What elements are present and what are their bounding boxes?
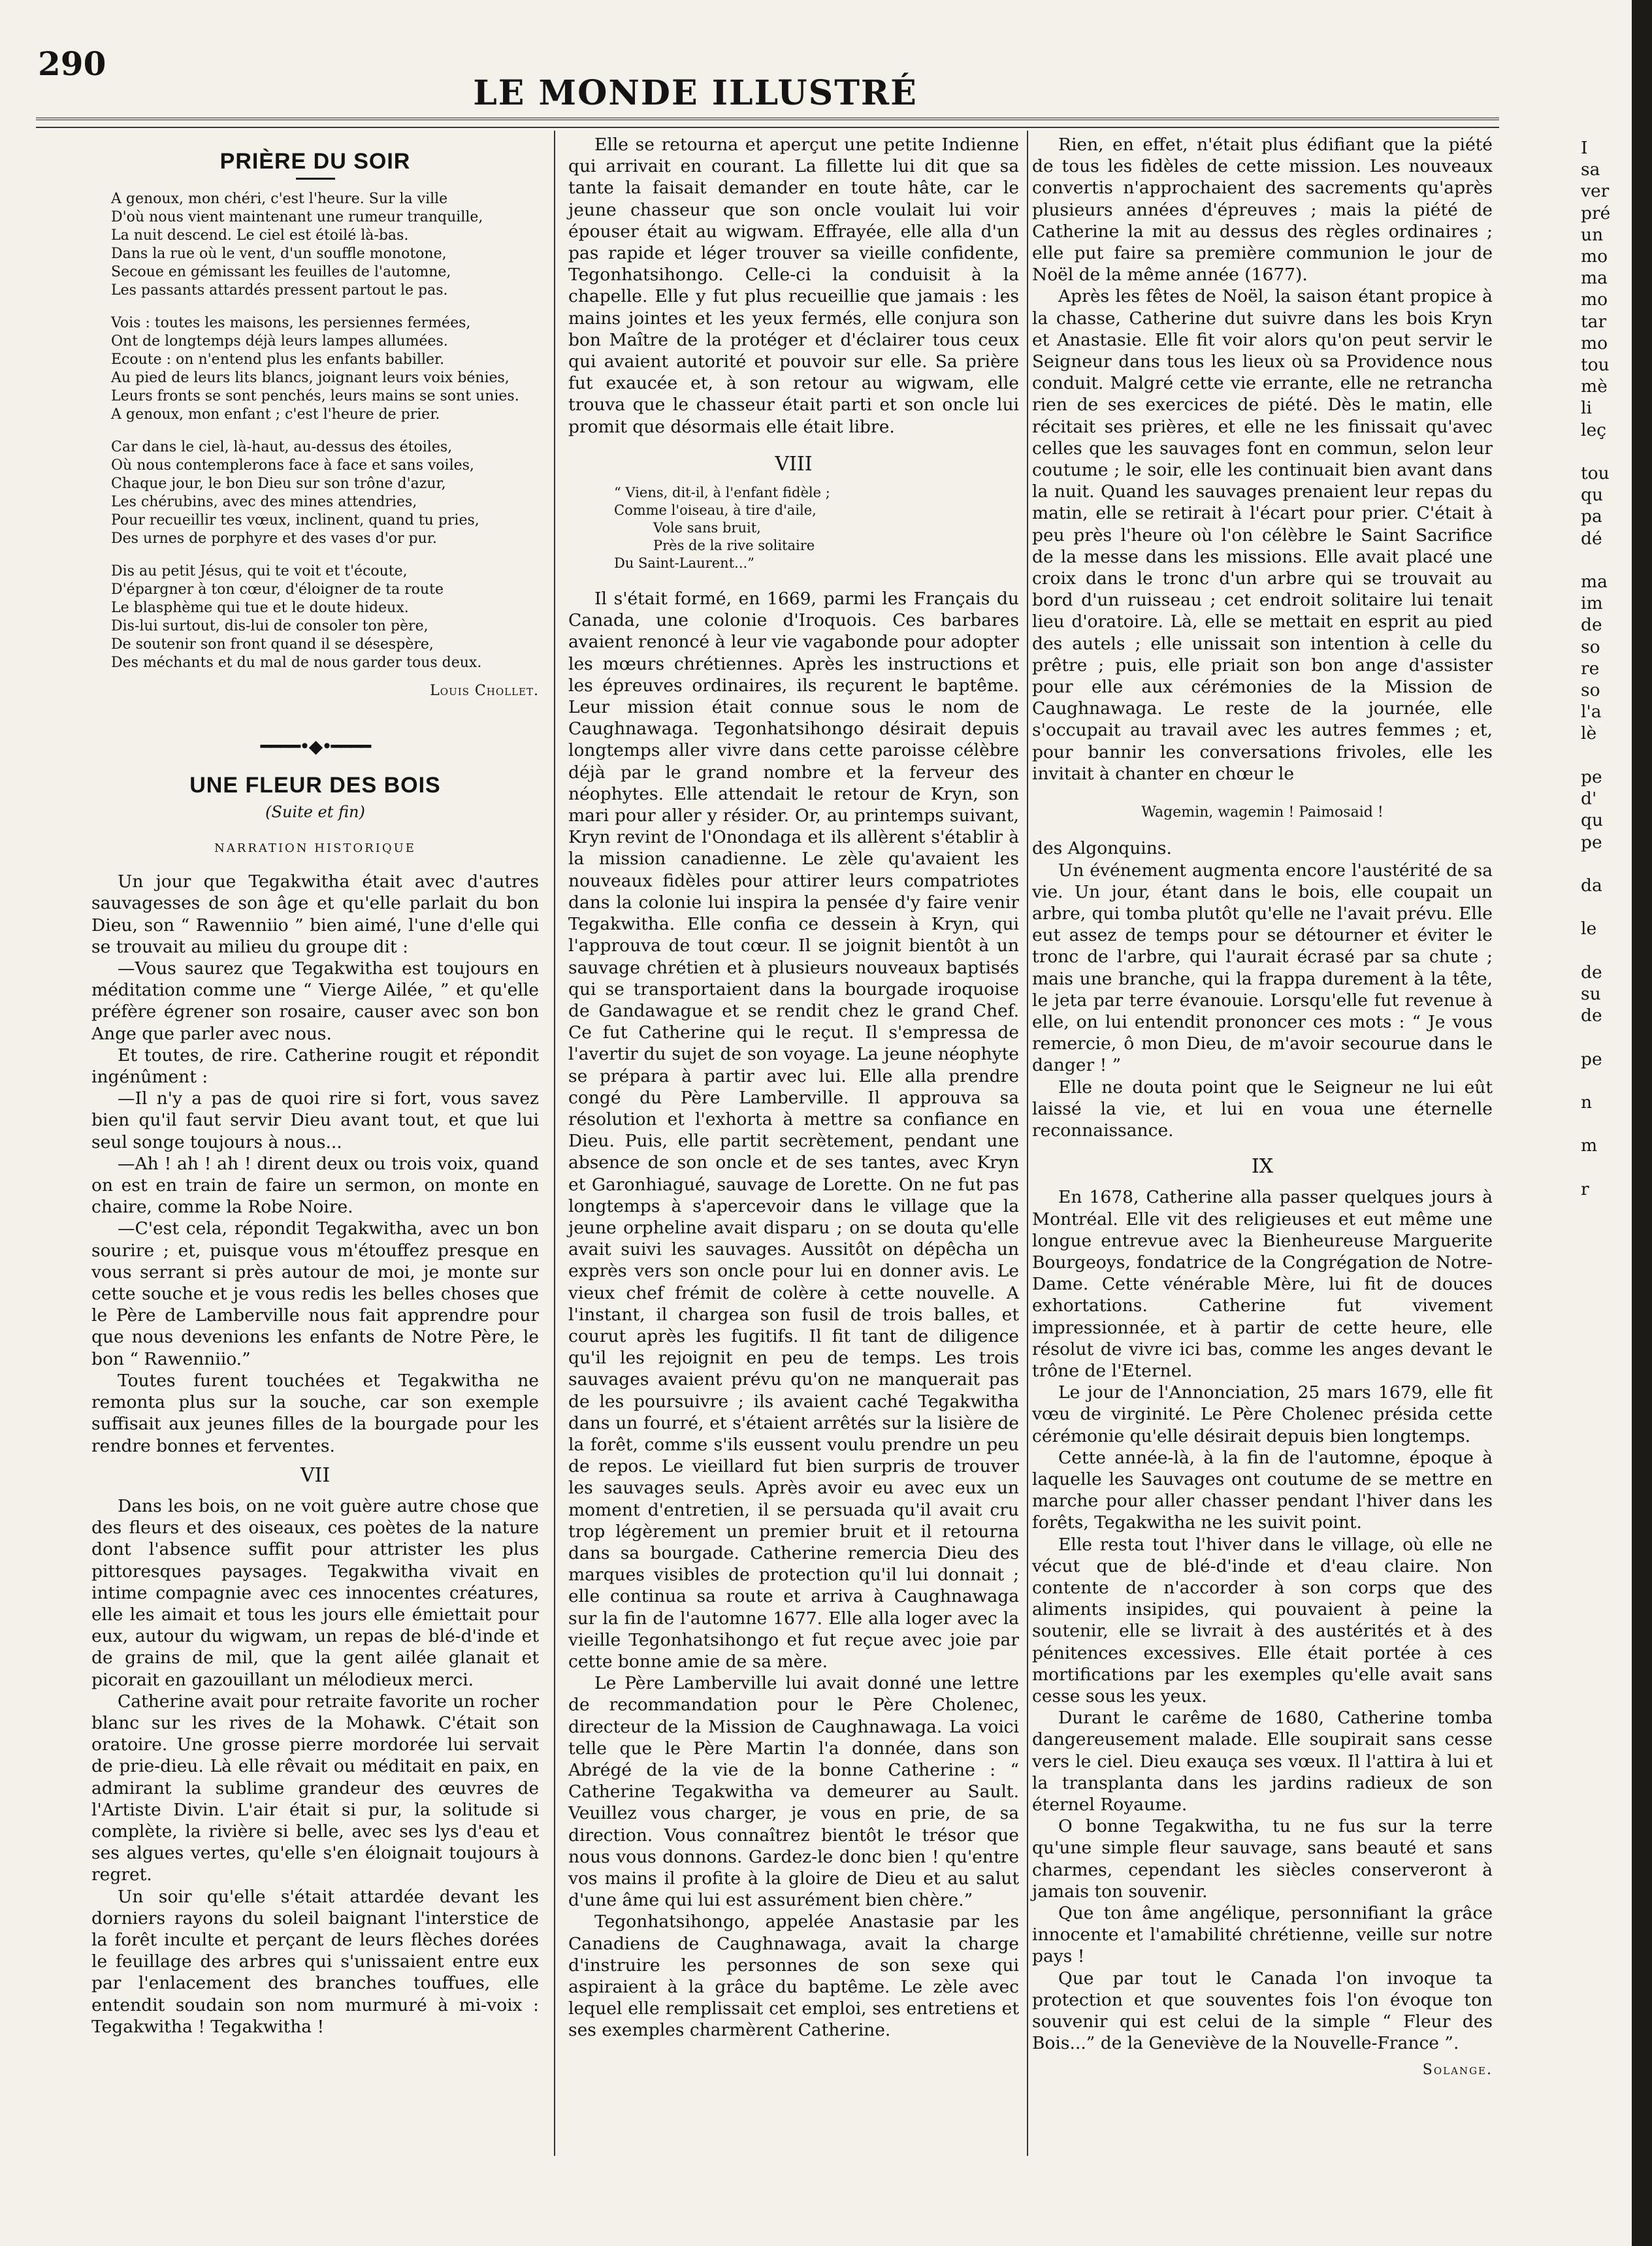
paragraph: Elle resta tout l'hiver dans le village, où elle ne vécut que de blé-d'inde et d'eau claire. Non contente de n'accorder à son corps que des aliments insipides, qui pouvaient à peine la soutenir, elle se livrait à des austérités et à des pénitences excessives. Elle était portée à ces mortifications par les exemples qu'elle avait sans cesse sous les yeux. — [1032, 1534, 1493, 1707]
paragraph: Elle ne douta point que le Seigneur ne lui eût laissé la vie, et lui en voua une éternelle reconnaissance. — [1032, 1077, 1493, 1141]
paragraph: Catherine avait pour retraite favorite un rocher blanc sur les rives de la Mohawk. C'était son oratoire. Une grosse pierre mordorée lui servait de prie-dieu. Là elle rêvait ou méditait en paix, en admirant la sublime grandeur des œuvres de l'Artiste Divin. L'air était si pur, la solitude si complète, la rivière si belle, avec ses lys d'eau et ses algues vertes, qu'elle s'en éloignait toujours à regret. — [91, 1691, 539, 1885]
bleed-fragment: ma — [1581, 268, 1608, 289]
bleed-fragment: un — [1581, 224, 1604, 245]
verse-line: “ Viens, dit-il, à l'enfant fidèle ; — [614, 485, 830, 501]
poem-line: La nuit descend. Le ciel est étoilé là-bas. — [111, 227, 409, 244]
poem-line: Des urnes de porphyre et des vases d'or pur. — [111, 530, 437, 547]
section-heading-ix: IX — [1251, 1155, 1274, 1179]
bleed-fragment: qu — [1581, 810, 1604, 831]
column-2-paragraphs-b — [568, 588, 1019, 2042]
paragraph: Le Père Lamberville lui avait donné une lettre de recommandation pour le Père Cholenec, directeur de la Mission de Caughnawaga. La voici telle que le Père Martin l'a donnée, dans son Abrégé de la vie de la bonne Catherine : “ Catherine Tegakwitha va demeurer au Sault. Veuillez vous charger, je vous en prie, de sa direction. Vous connaîtrez bientôt le trésor que nous vous donnons. Gardez-le donc bien ! qu'entre vos mains il profite à la gloire de Dieu et au salut d'une âme qui lui est assurément bien chère.” — [568, 1673, 1019, 1911]
poem-line: Où nous contemplerons face à face et sans voiles, — [111, 457, 474, 474]
title-rule — [296, 178, 335, 180]
poem-line: Chaque jour, le bon Dieu sur son trône d'azur, — [111, 476, 446, 493]
column-2-paragraphs — [568, 134, 1019, 438]
bleed-fragment: mo — [1581, 333, 1608, 353]
paragraph: Elle se retourna et aperçut une petite Indienne qui arrivait en courant. La fillette lui dit que sa tante la faisait demander en toute hâte, car le jeune chasseur que son oncle voulait lui voir épouser était au wigwam. Effrayée, elle alla d'un pas rapide et léger trouver sa vieille confidente, Tegonhatsihongo. Celle-ci la conduisit à la chapelle. Elle y fut plus recueillie que jamais : les mains jointes et les yeux fermés, elle conjura son bon Maître de la protéger et d'éclairer tous ceux qui avaient autorité et pouvoir sur elle. Sa prière fut exaucée et, à son retour au wigwam, elle trouva que le chasseur était parti et son oncle lui promit que désormais elle était libre. — [568, 135, 1019, 437]
paragraph: Toutes furent touchées et Tegakwitha ne remonta plus sur la souche, car son exemple suffisait aux jeunes filles de la bourgade pour les rendre bonnes et ferventes. — [91, 1370, 539, 1456]
article-kicker: NARRATION HISTORIQUE — [214, 841, 416, 856]
bleed-fragment — [1581, 896, 1633, 918]
column-1-paragraphs — [91, 871, 539, 1456]
bleed-fragment: lè — [1581, 723, 1597, 744]
bleed-fragment: pe — [1581, 766, 1602, 787]
poem-line: D'où nous vient maintenant une rumeur tranquille, — [111, 209, 483, 226]
paragraph: —Ah ! ah ! ah ! dirent deux ou trois voix, quand on est en train de faire un sermon, on monte en chaire, comme la Robe Noire. — [91, 1153, 539, 1218]
bleed-fragment: de — [1581, 962, 1602, 983]
bleed-fragment: su — [1581, 983, 1601, 1004]
paragraph: En 1678, Catherine alla passer quelques jours à Montréal. Elle vit des religieuses et eut même une longue entrevue avec la Bienheureuse Marguerite Bourgeoys, fondatrice de la Congrégation de Notre-Dame. Cette vénérable Mère, lui fit de douces exhortations. Catherine fut vivement impressionnée, et à partir de cette heure, elle résolut de vivre ici bas, comme les anges devant le trône de l'Eternel. — [1032, 1187, 1493, 1381]
poem-line: Les passants attardés pressent partout le pas. — [111, 282, 448, 299]
article-subtitle: (Suite et fin) — [265, 802, 365, 821]
paragraph: Que ton âme angélique, personnifiant la grâce innocente et l'amabilité chrétienne, veille sur notre pays ! — [1032, 1903, 1493, 1967]
poem-line: Pour recueillir tes vœux, inclinent, quand tu pries, — [111, 512, 479, 529]
poem-stanza — [111, 190, 539, 300]
paragraph: Rien, en effet, n'était plus édifiant que la piété de tous les fidèles de cette mission. Les nouveaux convertis n'approchaient des sacrements qu'après plusieurs années d'épreuves ; mais la piété de Catherine la mit au dessus des règles ordinaires ; elle put faire sa première communion le jour de Noël de la même année (1677). — [1032, 135, 1493, 285]
bleed-fragment: so — [1581, 680, 1600, 701]
poem-line: Les chérubins, avec des mines attendries, — [111, 494, 417, 511]
bleed-fragment: im — [1581, 593, 1603, 614]
poem-stanza — [111, 314, 539, 424]
column-1-paragraphs-b — [91, 1495, 539, 2038]
bleed-fragment: pré — [1581, 203, 1611, 223]
poem-stanza — [111, 438, 539, 548]
column-3-paragraphs — [1032, 134, 1493, 785]
poem-line: Dis-lui surtout, dis-lui de consoler ton père, — [111, 618, 429, 635]
poem-line: Leurs fronts se sont penchés, leurs mains se sont unies. — [111, 388, 519, 405]
bleed-fragment — [1581, 1026, 1633, 1048]
paragraph: O bonne Tegakwitha, tu ne fus sur la terre qu'une simple fleur sauvage, sans beauté et sans charmes, cependant les siècles conserveront à jamais ton souvenir. — [1032, 1816, 1493, 1902]
bleed-fragment — [1581, 940, 1633, 962]
bleed-fragment: tou — [1581, 463, 1610, 484]
poem-signature: Louis Chollet. — [430, 683, 539, 700]
verse-line: Du Saint-Laurent...” — [614, 555, 754, 572]
article-signature: Solange. — [1422, 2062, 1493, 2079]
bleed-fragment: le — [1581, 919, 1597, 939]
bleed-fragment: re — [1581, 658, 1600, 679]
poem-stanza — [111, 562, 539, 672]
paragraph: Après les fêtes de Noël, la saison étant propice à la chasse, Catherine dut suivre dans les bois Kryn et Anastasie. Elle fit voir alors qu'on peut servir le Seigneur dans tous les lieux où sa Providence nous conduit. Malgré cette vie errante, elle ne retrancha rien de ses exercices de piété. Dès le matin, elle récitait ses prières, et elle ne les finissait qu'avec celles que les sauvages font en commun, selon leur coutume ; le soir, elle les continuait bien avant dans la nuit. Quand les sauvages prenaient leur repas du matin, elle se retirait à l'écart pour prier. C'était à peu près l'heure où l'on célèbre le Saint Sacrifice de la messe dans les missions. Elle avait placé une croix dans le tronc d'un arbre qui se trouvait au bord d'un ruisseau ; cet endroit solitaire lui tenait lieu d'oratoire. Là, elle se mettait en esprit au pied des autels ; elle unissait son intention à celle du prêtre ; puis, elle priait son bon ange d'assister pour elle aux cérémonies de la Mission de Caughnawaga. Le reste de la journée, elle s'occupait au travail avec les autres femmes ; et, pour bannir les conversations frivoles, elle les invitait à chanter en chœur le — [1032, 286, 1493, 784]
paragraph: Un jour que Tegakwitha était avec d'autres sauvagesses de son âge et qu'elle parlait du bon Dieu, son “ Rawenniio ” bien aimé, l'une d'elle qui se trouvait au milieu du groupe dit : — [91, 871, 539, 957]
bleed-fragment: mè — [1581, 376, 1608, 397]
adjacent-page-bleed — [1581, 137, 1633, 1200]
chant-line: Wagemin, wagemin ! Paimosaid ! — [1141, 804, 1384, 821]
poem-line: D'épargner à ton cœur, d'éloigner de ta route — [111, 581, 444, 598]
paragraph: Tegonhatsihongo, appelée Anastasie par les Canadiens de Caughnawaga, avait la charge d'instruire les personnes de son sexe qui aspiraient à la grâce du baptême. Le zèle avec lequel elle remplissait cet emploi, ses entretiens et ses exemples charmèrent Catherine. — [568, 1912, 1019, 2041]
bleed-fragment: pe — [1581, 1049, 1602, 1069]
bleed-fragment: dé — [1581, 528, 1602, 549]
paragraph: —C'est cela, répondit Tegakwitha, avec un bon sourire ; et, puisque vous m'étouffez presque en vous serrant si près autour de moi, je monte sur cette souche et je vous redis les belles choses que le Père de Lamberville nous fait apprendre pour que nous devenions les enfants de Notre Père, le bon “ Rawenniio.” — [91, 1218, 539, 1369]
paragraph: Un soir qu'elle s'était attardée devant les dorniers rayons du soleil baignant l'interstice de la forêt inculte et perçant de leurs flèches dorées le feuillage des arbres qui s'unissaient entre eux par l'enlacement des branches touffues, elle entendit soudain son nom murmuré à mi-voix : Tegakwitha ! Tegakwitha ! — [91, 1886, 539, 2037]
masthead-title — [0, 73, 1652, 113]
bleed-fragment: pa — [1581, 506, 1602, 527]
bleed-fragment: so — [1581, 636, 1600, 657]
poem-line: Dis au petit Jésus, qui te voit et t'écoute, — [111, 563, 408, 580]
column-3-paragraphs-b — [1032, 860, 1493, 1142]
column-3-paragraphs-c — [1032, 1186, 1493, 2054]
poem-line: Vois : toutes les maisons, les persiennes fermées, — [111, 315, 471, 332]
bleed-fragment: mo — [1581, 246, 1608, 267]
column-divider-1 — [554, 131, 555, 2156]
column-divider-2 — [1027, 131, 1028, 2156]
bleed-fragment — [1581, 1113, 1633, 1135]
bleed-fragment: l'a — [1581, 702, 1602, 723]
paragraph: —Vous saurez que Tegakwitha est toujours en méditation comme une “ Vierge Ailée, ” et qu'elle préfère égrener son rosaire, causer avec son bon Ange que parler avec nous. — [91, 958, 539, 1044]
article-title: UNE FLEUR DES BOIS — [189, 772, 441, 798]
paragraph: Il s'était formé, en 1669, parmi les Français du Canada, une colonie d'Iroquois. Ces barbares avaient renoncé à leur vie vagabonde pour adopter les mœurs chrétiennes. Après les instructions et les épreuves ordinaires, ils reçurent le baptême. Leur mission était connue sous le nom de Caughnawaga. Tegonhatsihongo désirait depuis longtemps aller vivre dans cette paroisse célèbre déjà par le grand nombre et la ferveur des néophytes. Elle attendait le retour de Kryn, son mari pour aller y résider. Or, au printemps suivant, Kryn revint de l'Onondaga et ils allèrent s'établir à la mission canadienne. Le zèle qu'avaient les nouveaux fidèles pour attirer leurs compatriotes dans la colonie lui inspira la pensée d'y faire venir Tegakwitha. Elle confia ce dessein à Kryn, qui l'approuva de tout cœur. Il se joignit bientôt à un sauvage chrétien et à plusieurs nouveaux baptisés qui se transportaient dans la bourgade iroquoise de Gandawague et se rendit chez le grand Chef. Ce fut Catherine qui le reçut. Il s'empressa de l'avertir du sujet de son voyage. La jeune néophyte se prépara à partir avec lui. Elle alla prendre congé du Père Lamberville. Il approuva sa résolution et l'exhorta à mettre sa confiance en Dieu. Puis, elle partit secrètement, pendant une absence de son oncle et de ses tantes, avec Kryn et Garonhiagué, sauvage de Lorette. On ne fut pas longtemps à s'apercevoir dans le village que la jeune orpheline avait disparu ; on se douta qu'elle avait suivi les sauvages. Aussitôt on dépêcha un exprès vers son oncle pour lui en donner avis. Le vieux chef frémit de colère à cette nouvelle. A l'instant, il chargea son fusil de trois balles, et courut après les fugitifs. Il fit tant de diligence qu'il les rejoignit en peu de temps. Les trois sauvages avaient prévu qu'on ne manquerait pas de les poursuivre ; ils avaient caché Tegakwitha dans un fourré, et s'étaient arrêtés sur la lisière de la forêt, comme s'ils eussent voulu prendre un peu de repos. Le vieillard fut bien surpris de trouver les sauvages seuls. Après avoir eu avec eux un moment d'entretien, il se persuada qu'il avait cru trop légèrement un premier bruit et il retourna dans sa bourgade. Catherine remercia Dieu des marques visibles de protection qu'il lui donnait ; elle continua sa route et arriva à Caughnawaga sur la fin de l'automne 1677. Elle alla loger avec la vieille Tegonhatsihongo et fut reçue avec joie par cette bonne amie de sa mère. — [568, 589, 1019, 1672]
bleed-fragment: ver — [1581, 181, 1610, 202]
bleed-fragment: tou — [1581, 355, 1610, 376]
bleed-fragment: sa — [1581, 159, 1600, 180]
bleed-fragment: d' — [1581, 789, 1597, 809]
bleed-fragment: r — [1581, 1179, 1589, 1199]
verse-line: Vole sans bruit, — [653, 520, 761, 536]
bleed-fragment — [1581, 745, 1633, 766]
poem-line: A genoux, mon enfant ; c'est l'heure de prier. — [111, 406, 440, 423]
ornament-divider: ━━━━•◆•━━━━ — [260, 736, 370, 758]
poem-line: Le blasphème qui tue et le doute hideux. — [111, 600, 409, 617]
section-heading-vii: VII — [300, 1463, 331, 1487]
poem-line: Des méchants et du mal de nous garder tous deux. — [111, 655, 482, 672]
bleed-fragment: n — [1581, 1092, 1593, 1113]
verse-line: Près de la rive solitaire — [653, 538, 815, 554]
bleed-fragment: da — [1581, 875, 1602, 896]
bleed-fragment: de — [1581, 615, 1602, 636]
paragraph: Un événement augmenta encore l'austérité de sa vie. Un jour, étant dans le bois, elle coupait un arbre, qui tomba plutôt qu'elle ne l'avait prévu. Elle eut assez de temps pour se détourner et éviter le tronc de l'arbre, qui l'aurait écrasé par sa chute ; mais une branche, qui la frappa durement à la tête, le jeta par terre évanouie. Lorsqu'elle fut revenue à elle, on lui entendit prononcer ces mots : “ Je vous remercie, ô mon Dieu, de m'avoir secourue dans le danger ! ” — [1032, 860, 1493, 1076]
epigraph-verse — [614, 484, 1019, 572]
bleed-fragment: li — [1581, 398, 1592, 419]
poem-line: Dans la rue où le vent, d'un souffle monotone, — [111, 246, 447, 263]
poem-line: Au pied de leurs lits blancs, joignant leurs voix bénies, — [111, 370, 510, 387]
column-2 — [568, 134, 1019, 2042]
poem-body — [111, 190, 539, 672]
bleed-fragment — [1581, 441, 1633, 463]
bleed-fragment — [1581, 853, 1633, 875]
binding-edge — [1632, 0, 1652, 2246]
bleed-fragment: ma — [1581, 572, 1608, 593]
paragraph: Durant le carême de 1680, Catherine tomba dangereusement malade. Elle soupirait sans cesse vers le ciel. Dieu exauça ses vœux. Il l'attira à lui et la transplanta dans les jardins radieux de son éternel Royaume. — [1032, 1708, 1493, 1815]
paragraph: Le jour de l'Annonciation, 25 mars 1679, elle fit vœu de virginité. Le Père Cholenec présida cette cérémonie qu'elle désirait depuis bien longtemps. — [1032, 1382, 1493, 1446]
paragraph: —Il n'y a pas de quoi rire si fort, vous savez bien qu'il faut servir Dieu avant tout, et que lui seul songe toujours à nous... — [91, 1088, 539, 1152]
poem-line: Ecoute : on n'entend plus les enfants babiller. — [111, 351, 445, 368]
bleed-fragment: de — [1581, 1005, 1602, 1026]
bleed-fragment: pe — [1581, 832, 1602, 853]
chant-continuation: des Algonquins. — [1032, 838, 1172, 859]
bleed-fragment: mo — [1581, 289, 1608, 310]
masthead-title-text: LE MONDE ILLUSTRÉ — [473, 73, 918, 113]
header-rule — [36, 118, 1499, 120]
verse-line: Comme l'oiseau, à tire d'aile, — [614, 502, 817, 519]
section-heading-viii: VIII — [775, 452, 813, 476]
poem-line: Secoue en gémissant les feuilles de l'automne, — [111, 264, 451, 281]
paragraph: Que par tout le Canada l'on invoque ta protection et que souventes fois l'on évoque ton souvenir qui est celui de la simple “ Fleur des Bois...” de la Geneviève de la Nouvelle-France ”. — [1032, 1968, 1493, 2054]
bleed-fragment — [1581, 549, 1633, 571]
bleed-fragment: I — [1581, 138, 1588, 158]
poem-line: Car dans le ciel, là-haut, au-dessus des étoiles, — [111, 439, 453, 456]
bleed-fragment: m — [1581, 1135, 1598, 1156]
page-number: 290 — [38, 44, 106, 83]
header-rule-thin — [36, 127, 1499, 128]
paragraph: Cette année-là, à la fin de l'automne, époque à laquelle les Sauvages ont coutume de se mettre en marche pour aller chasser pendant l'hiver dans les forêts, Tegakwitha ne les suivit point. — [1032, 1447, 1493, 1533]
bleed-fragment: tar — [1581, 311, 1607, 332]
paragraph: Et toutes, de rire. Catherine rougit et répondit ingénûment : — [91, 1045, 539, 1088]
bleed-fragment — [1581, 1070, 1633, 1092]
poem-line: Ont de longtemps déjà leurs lampes allumées. — [111, 333, 448, 350]
paragraph: Dans les bois, on ne voit guère autre chose que des fleurs et des oiseaux, ces poètes de la nature dont l'absence suffit pour attrister les plus pittoresques paysages. Tegakwitha vivait en intime compagnie avec ces innocentes créatures, elle les aimait et tous les jours elle émiettait pour eux, autour du wigwam, un repas de blé-d'inde et de grains de mil, que la gent ailée glanait et picorait en gazouillant un mélodieux merci. — [91, 1495, 539, 1690]
poem-line: A genoux, mon chéri, c'est l'heure. Sur la ville — [111, 191, 448, 208]
bleed-fragment — [1581, 1157, 1633, 1179]
poem-title: PRIÈRE DU SOIR — [219, 149, 411, 174]
column-3 — [1032, 134, 1493, 2081]
bleed-fragment: qu — [1581, 485, 1604, 506]
column-1 — [91, 134, 539, 2038]
poem-line: De soutenir son front quand il se désespère, — [111, 636, 434, 653]
bleed-fragment: leç — [1581, 419, 1606, 440]
